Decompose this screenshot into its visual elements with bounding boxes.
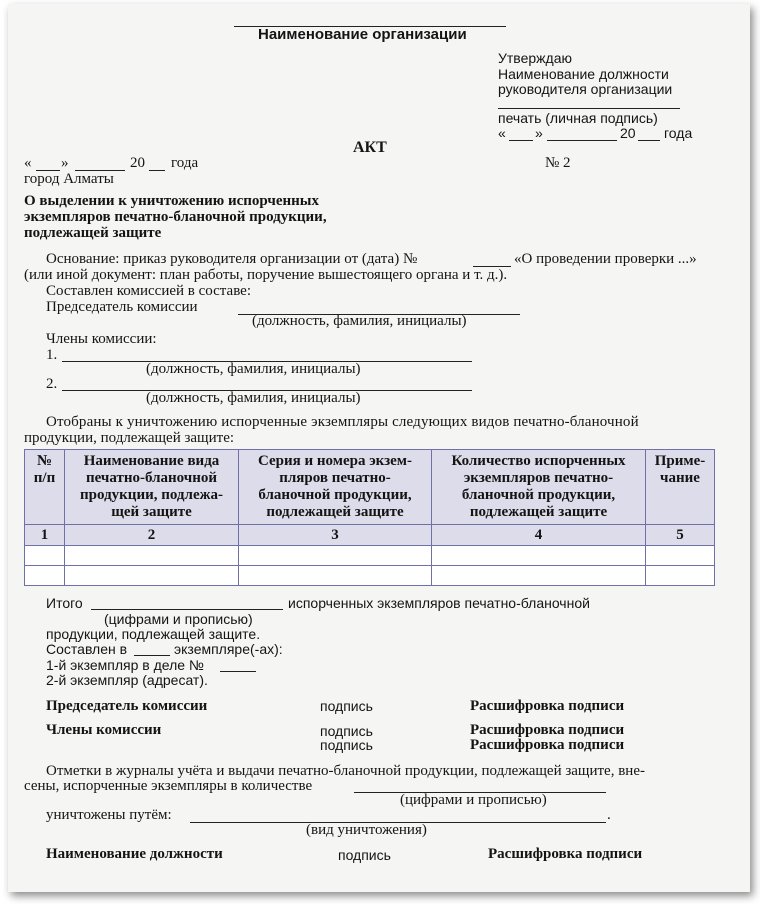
selected-line-1: Отобраны к уничтожению испорченные экземпляры следующих видов печатно-бланочной (46, 414, 639, 430)
sig-members-label: Члены комиссии (46, 722, 162, 738)
copies-label: Составлен в (46, 641, 128, 657)
header-number: № п/п (25, 450, 65, 525)
table-header-row (25, 450, 715, 525)
sig-member-1-sign: подпись (320, 723, 373, 739)
member-1-number: 1. (46, 347, 58, 363)
basis-line-2: (или иной документ: план работы, поручение вышестоящего органа и т. д.). (24, 267, 508, 283)
chairman-label: Председатель комиссии (46, 299, 198, 315)
header-quantity: Количество испорченных экземпляров печатно- бланочной продукции, подлежащей защите (432, 450, 646, 525)
sig-chairman-sign: подпись (320, 698, 373, 714)
selected-line-2: продукции, подлежащей защите: (24, 430, 235, 446)
final-position: Наименование должности (46, 846, 223, 862)
header-product-type: Наименование вида печатно-бланочной продукции, подлежа- щей защите (65, 450, 239, 525)
copy-2: 2-й экземпляр (адресат). (46, 672, 208, 688)
col-number-4: 4 (432, 525, 646, 546)
members-label: Члены комиссии: (46, 331, 157, 347)
header-note: Приме- чание (646, 450, 715, 525)
destroyed-hint: (вид уничтожения) (306, 822, 427, 838)
marks-line-1: Отметки в журналы учёта и выдачи печатно-бланочной продукции, подлежащей защите, вне- (46, 763, 645, 779)
basis-line-1-end: «О проведении проверки ...» (514, 251, 697, 267)
col-number-1: 1 (25, 525, 65, 546)
approve-stamp: печать (личная подпись) (498, 110, 658, 126)
header-series: Серия и номера экзем- пляров печатно- бланочной продукции, подлежащей защите (239, 450, 432, 525)
commission-label: Составлен комиссией в составе: (46, 283, 252, 299)
approve-position-2: руководителя организации (498, 81, 673, 97)
col-number-2: 2 (65, 525, 239, 546)
act-year-line (149, 170, 165, 171)
marks-quantity-hint: (цифрами и прописью) (400, 792, 547, 808)
approve-date-open: « (498, 125, 506, 141)
approve-day-line (509, 140, 533, 141)
act-city: город Алматы (24, 171, 114, 187)
subject-line-1: О выделении к уничтожению испорченных (24, 193, 320, 209)
copy-1: 1-й экземпляр в деле № (46, 657, 204, 673)
approve-year-prefix: 20 (620, 125, 636, 141)
act-date-open: « (24, 155, 32, 171)
col-number-5: 5 (646, 525, 715, 546)
copy-1-line (220, 671, 256, 672)
act-year-suffix: года (171, 155, 199, 171)
itogo-end: испорченных экземпляров печатно-бланочной (288, 595, 590, 611)
document-sheet (8, 4, 750, 892)
copies-end: экземпляре(-ах): (174, 641, 283, 657)
marks-line-2: сены, испорченные экземпляры в количестве (24, 778, 313, 794)
org-name: Наименование организации (258, 26, 467, 43)
approve-year-suffix: года (664, 125, 693, 141)
destroyed-period: . (607, 807, 611, 823)
act-title: АКТ (353, 139, 387, 156)
act-year-prefix: 20 (130, 155, 145, 171)
subject-line-2: экземпляров печатно-бланочной продукции, (24, 209, 327, 225)
final-sign: подпись (338, 847, 391, 863)
table-row (25, 546, 715, 566)
items-table (24, 449, 715, 586)
approve-sign-line (498, 108, 680, 109)
approve-month-line (547, 140, 617, 141)
copies-line (134, 655, 170, 656)
sig-member-2-sign: подпись (320, 737, 373, 753)
act-date-close: » (61, 155, 69, 171)
approve-label: Утверждаю (498, 50, 572, 66)
sig-chairman-label: Председатель комиссии (46, 698, 208, 714)
sig-chairman-decode: Расшифровка подписи (470, 698, 625, 714)
chairman-hint: (должность, фамилия, инициалы) (252, 313, 467, 329)
table-row (25, 566, 715, 586)
sig-member-1-decode: Расшифровка подписи (470, 722, 625, 738)
product-label: продукции, подлежащей защите. (46, 626, 261, 642)
col-number-3: 3 (239, 525, 432, 546)
final-decode: Расшифровка подписи (488, 846, 643, 862)
member-2-number: 2. (46, 376, 58, 392)
destroyed-label: уничтожены путём: (46, 807, 172, 823)
basis-line-1: Основание: приказ руководителя организации от (дата) № (46, 251, 418, 267)
itogo-hint: (цифрами и прописью) (104, 611, 253, 627)
subject-line-3: подлежащей защите (24, 225, 162, 241)
member-1-hint: (должность, фамилия, инициалы) (146, 361, 361, 377)
approve-year-line (638, 140, 660, 141)
table-number-row (25, 525, 715, 546)
itogo-label: Итого (46, 595, 83, 611)
sig-member-2-decode: Расшифровка подписи (470, 737, 625, 753)
itogo-line (91, 609, 283, 610)
approve-position-1: Наименование должности (498, 66, 669, 82)
member-2-hint: (должность, фамилия, инициалы) (146, 390, 361, 406)
act-number: № 2 (545, 155, 571, 171)
approve-date-close: » (535, 125, 543, 141)
